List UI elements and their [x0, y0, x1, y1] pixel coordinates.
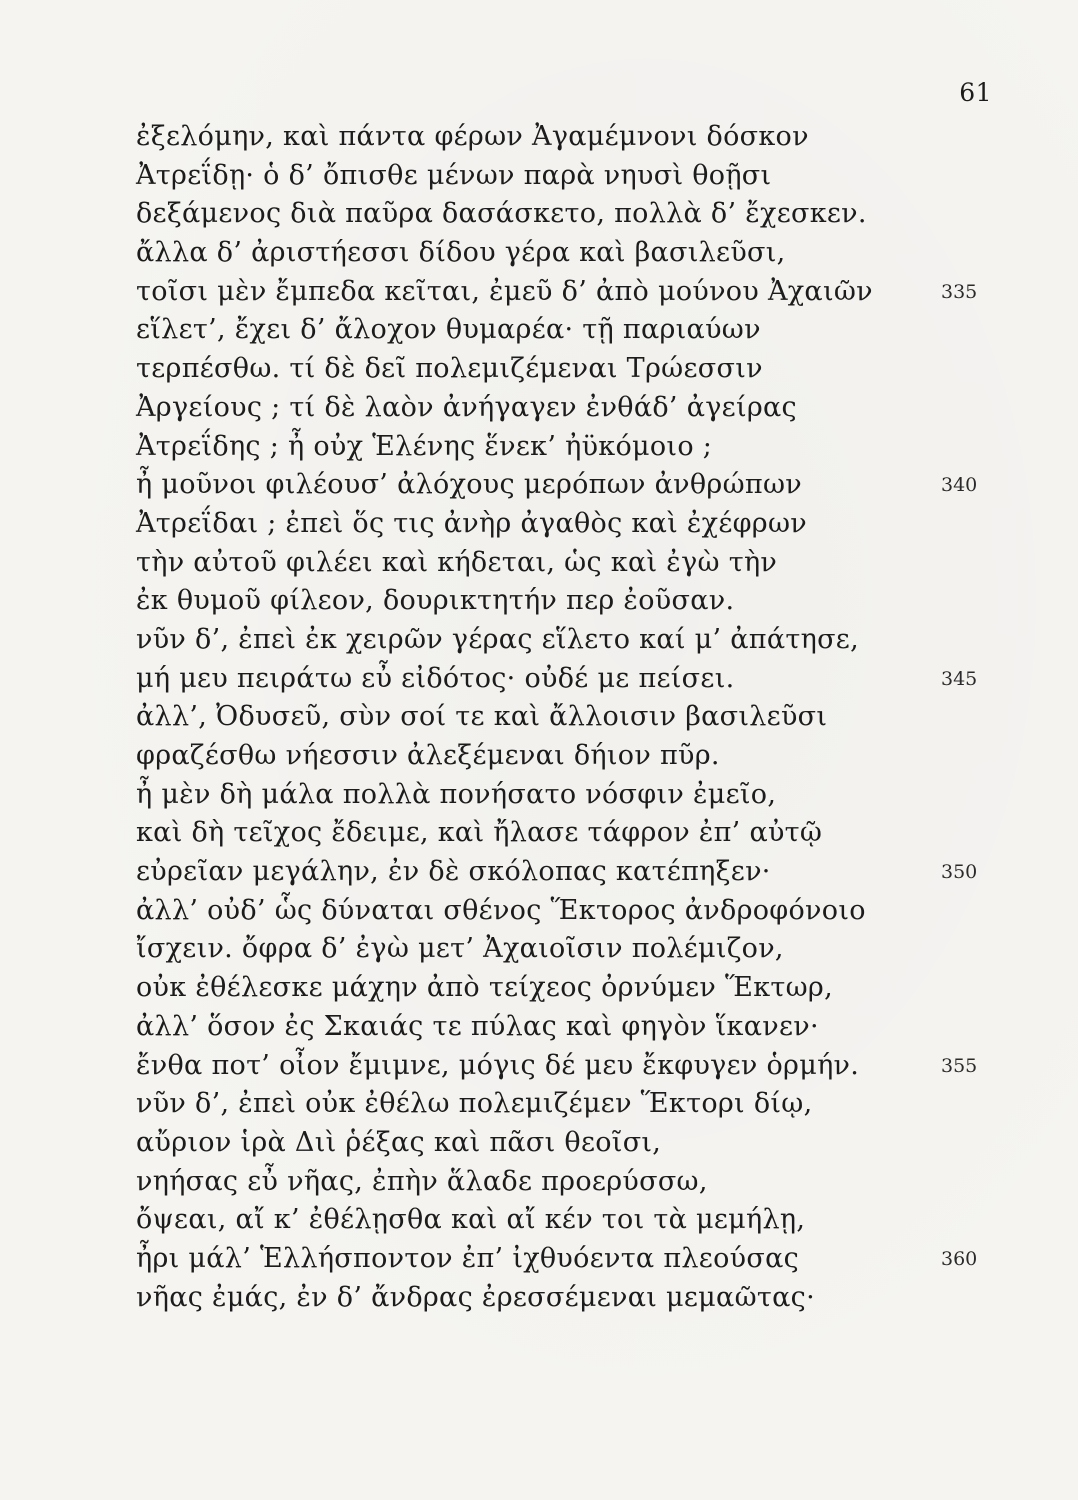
line-number: 335	[941, 280, 978, 303]
verse-line	[136, 737, 966, 776]
verse-block	[136, 118, 978, 1317]
verse-line	[136, 776, 966, 815]
verse-text: τὴν αὐτοῦ φιλέει καὶ κήδεται, ὡς καὶ ἐγὼ τὴν	[136, 546, 778, 578]
verse-text: νῦν δ’, ἐπεὶ οὐκ ἐθέλω πολεμιζέμεν Ἕκτορι δίῳ,	[136, 1088, 813, 1120]
line-number: 345	[941, 667, 978, 690]
verse-line	[136, 544, 966, 583]
verse-line	[136, 505, 966, 544]
verse-text: τοῖσι μὲν ἔμπεδα κεῖται, ἐμεῦ δ’ ἀπὸ μούνου Ἀχαιῶν	[136, 275, 873, 307]
verse-line	[136, 1085, 966, 1124]
verse-text: ἴσχειν. ὄφρα δ’ ἐγὼ μετ’ Ἀχαιοῖσιν πολέμιζον,	[136, 933, 784, 965]
verse-line	[136, 698, 966, 737]
verse-text: οὐκ ἐθέλεσκε μάχην ἀπὸ τείχεος ὀρνύμεν Ἕκτωρ,	[136, 972, 833, 1004]
verse-line	[136, 1124, 966, 1163]
verse-text: μή μευ πειράτω εὖ εἰδότος· οὐδέ με πείσει.	[136, 662, 735, 694]
verse-text: νῆας ἐμάς, ἐν δ’ ἄνδρας ἐρεσσέμεναι μεμαῶτας·	[136, 1281, 815, 1313]
verse-line	[136, 311, 966, 350]
verse-line	[136, 157, 966, 196]
verse-text: Ἀτρεΐδῃ· ὁ δ’ ὄπισθε μένων παρὰ νηυσὶ θοῇσι	[136, 159, 772, 191]
line-number: 355	[941, 1054, 978, 1077]
line-number: 340	[941, 474, 978, 497]
page-number: 61	[959, 78, 992, 107]
verse-line	[136, 930, 966, 969]
verse-text: ἦ μὲν δὴ μάλα πολλὰ πονήσατο νόσφιν ἐμεῖο,	[136, 778, 777, 810]
verse-text: ἦρι μάλ’ Ἑλλήσποντον ἐπ’ ἰχθυόεντα πλεούσας	[136, 1242, 800, 1274]
verse-line	[136, 892, 966, 931]
verse-text: εὐρεῖαν μεγάλην, ἐν δὲ σκόλοπας κατέπηξεν·	[136, 856, 771, 888]
verse-line	[136, 118, 966, 157]
verse-line	[136, 428, 966, 467]
verse-text: ἄλλα δ’ ἀριστήεσσι δίδου γέρα καὶ βασιλεῦσι,	[136, 237, 786, 269]
verse-line	[136, 582, 966, 621]
verse-line	[136, 969, 966, 1008]
line-number: 350	[941, 861, 978, 884]
verse-line	[136, 660, 978, 699]
verse-line	[136, 195, 966, 234]
verse-text: ἔνθα ποτ’ οἶον ἔμιμνε, μόγις δέ μευ ἔκφυγεν ὁρμήν.	[136, 1049, 860, 1081]
verse-line	[136, 1201, 966, 1240]
verse-text: ἀλλ’ οὐδ’ ὧς δύναται σθένος Ἕκτορος ἀνδροφόνοιο	[136, 894, 866, 926]
verse-text: δεξάμενος διὰ παῦρα δασάσκετο, πολλὰ δ’ ἔχεσκεν.	[136, 198, 867, 230]
verse-text: ἐκ θυμοῦ φίλεον, δουρικτητήν περ ἐοῦσαν.	[136, 585, 735, 617]
verse-line	[136, 853, 978, 892]
verse-line	[136, 234, 966, 273]
verse-line	[136, 350, 966, 389]
verse-text: νῦν δ’, ἐπεὶ ἐκ χειρῶν γέρας εἵλετο καί μ’ ἀπάτησε,	[136, 623, 859, 655]
verse-text: φραζέσθω νήεσσιν ἀλεξέμεναι δήιον πῦρ.	[136, 740, 720, 771]
verse-text: νηήσας εὖ νῆας, ἐπὴν ἅλαδε προερύσσω,	[136, 1165, 708, 1197]
verse-line	[136, 814, 966, 853]
verse-text: εἵλετ’, ἔχει δ’ ἄλοχον θυμαρέα· τῇ παριαύων	[136, 314, 761, 346]
verse-line	[136, 1008, 966, 1047]
verse-line	[136, 1047, 978, 1086]
verse-text: Ἀργείους ; τί δὲ λαὸν ἀνήγαγεν ἐνθάδ’ ἀγείρας	[136, 391, 797, 423]
verse-text: ἀλλ’ ὅσον ἐς Σκαιάς τε πύλας καὶ φηγὸν ἵκανεν·	[136, 1010, 819, 1042]
verse-line	[136, 621, 966, 660]
verse-text: καὶ δὴ τεῖχος ἔδειμε, καὶ ἤλασε τάφρον ἐπ’ αὐτῷ	[136, 817, 823, 849]
verse-text: Ἀτρεΐδης ; ἦ οὐχ Ἑλένης ἕνεκ’ ἠϋκόμοιο ;	[136, 430, 713, 462]
verse-text: ἀλλ’, Ὀδυσεῦ, σὺν σοί τε καὶ ἄλλοισιν βασιλεῦσι	[136, 701, 828, 733]
line-number: 360	[941, 1247, 978, 1270]
verse-text: ὄψεαι, αἴ κ’ ἐθέλῃσθα καὶ αἴ κέν τοι τὰ μεμήλῃ,	[136, 1204, 806, 1236]
verse-text: αὔριον ἱρὰ Διὶ ῥέξας καὶ πᾶσι θεοῖσι,	[136, 1126, 662, 1158]
verse-line	[136, 389, 966, 428]
verse-line	[136, 1240, 978, 1279]
verse-text: ἐξελόμην, καὶ πάντα φέρων Ἀγαμέμνονι δόσκον	[136, 121, 809, 152]
verse-line	[136, 273, 978, 312]
verse-text: τερπέσθω. τί δὲ δεῖ πολεμιζέμεναι Τρώεσσιν	[136, 353, 763, 385]
verse-text: Ἀτρεΐδαι ; ἐπεὶ ὅς τις ἀνὴρ ἀγαθὸς καὶ ἐχέφρων	[136, 507, 808, 539]
verse-line	[136, 466, 978, 505]
verse-line	[136, 1163, 966, 1202]
verse-line	[136, 1279, 966, 1318]
verse-text: ἦ μοῦνοι φιλέουσ’ ἀλόχους μερόπων ἀνθρώπων	[136, 469, 802, 501]
